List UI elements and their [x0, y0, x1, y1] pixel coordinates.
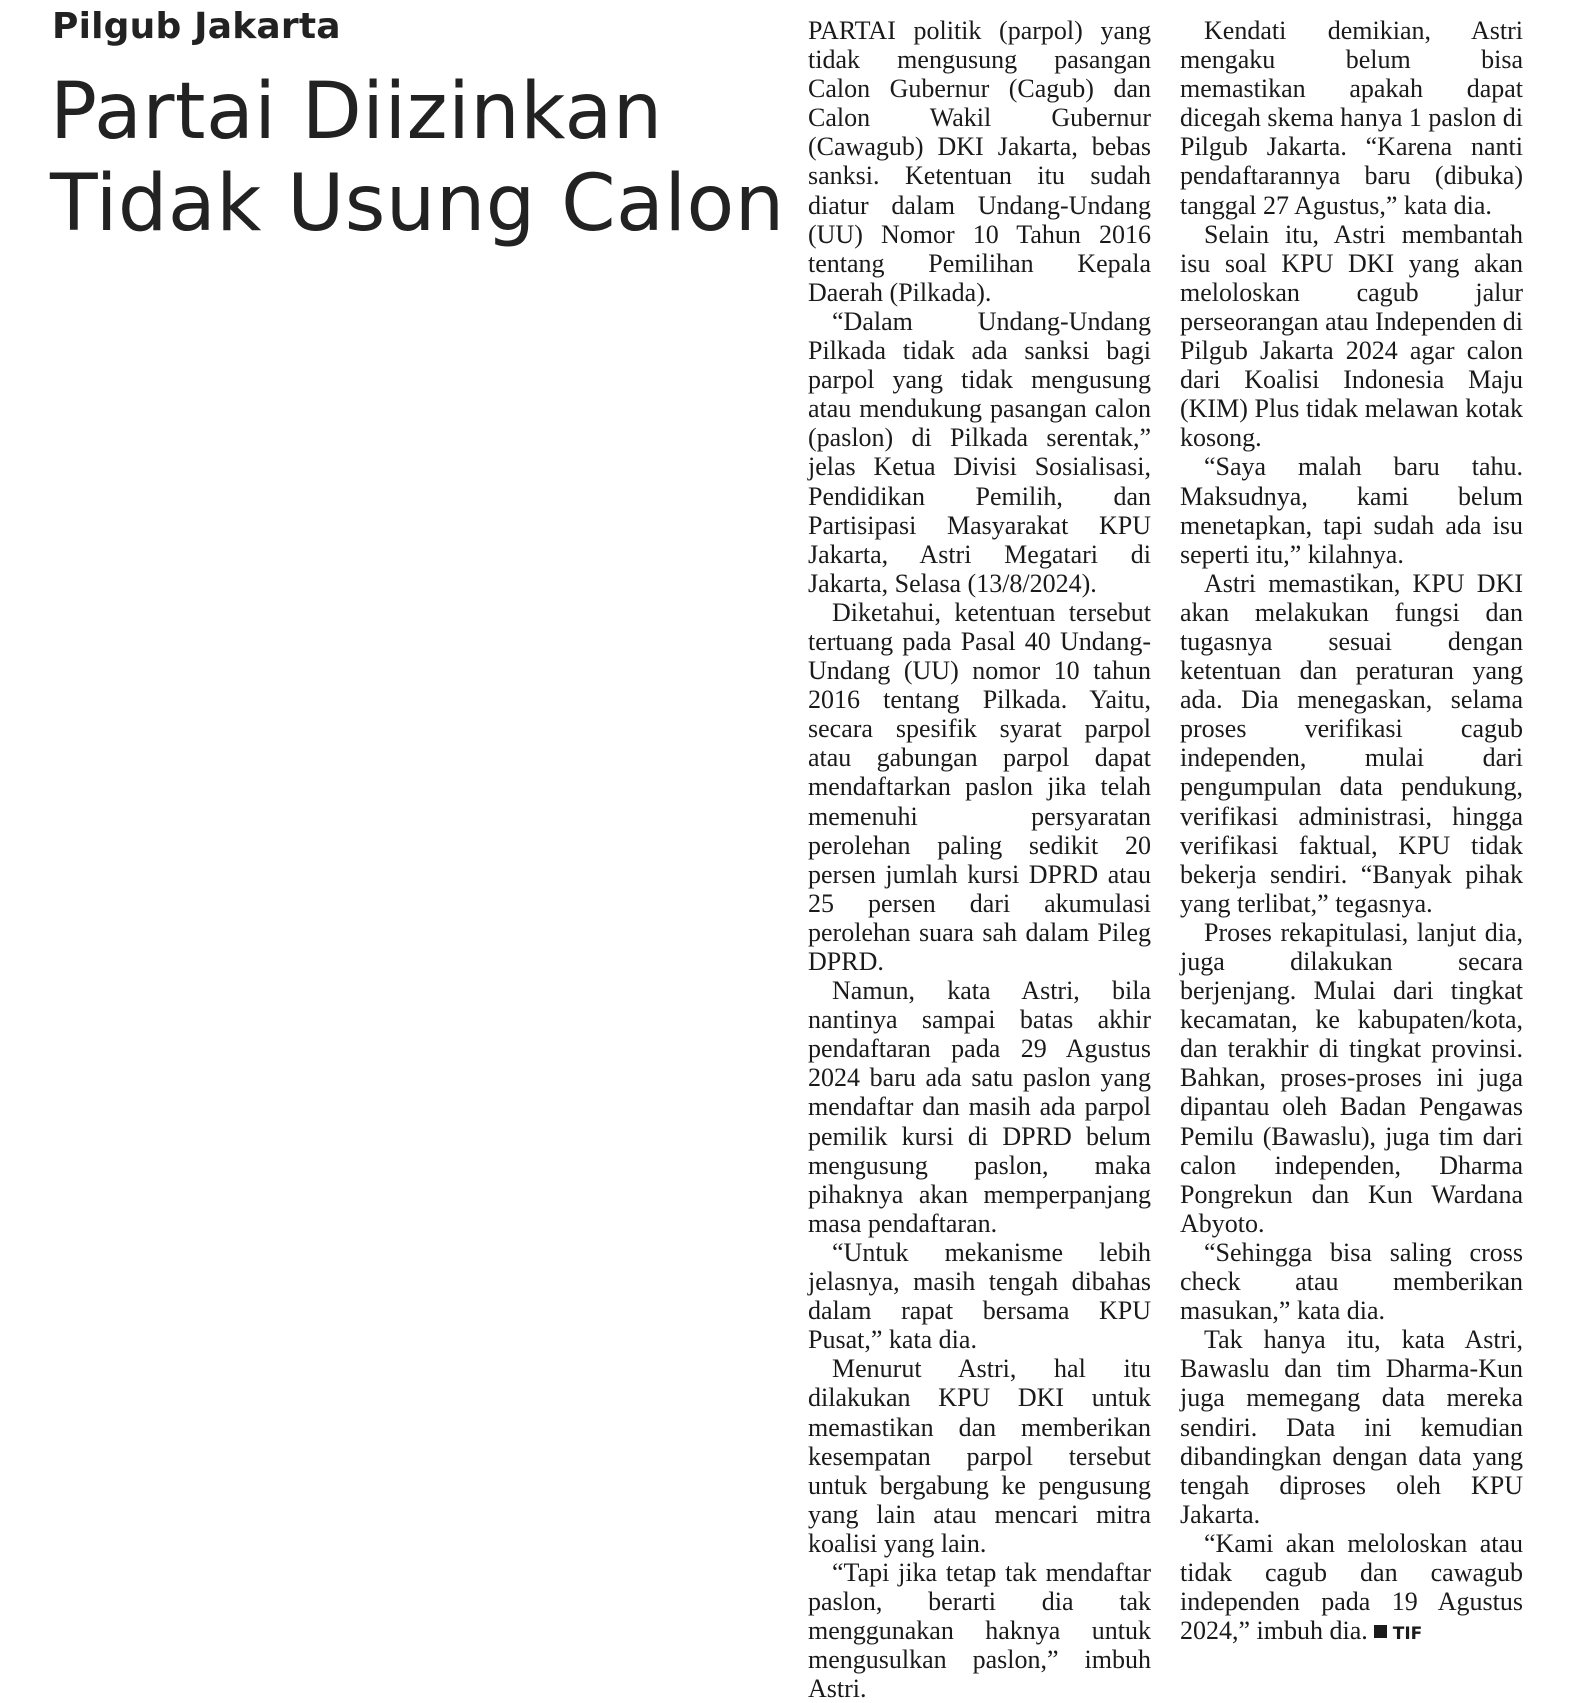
paragraph: Astri memastikan, KPU DKI akan melakukan fungsi dan tugasnya sesuai dengan ketentuan dan peraturan yang ada. Dia menegaskan, selama proses verifikasi cagub independen, mulai dari pengumpulan data pendukung, verifikasi administrasi, hingga verifikasi faktual, KPU tidak bekerja sendiri. “Banyak pihak yang terlibat,” tegasnya.: [1180, 568, 1523, 918]
paragraph: “Sehingga bisa saling cross check atau memberikan masukan,” kata dia.: [1180, 1237, 1523, 1326]
final-paragraph-text: “Kami akan meloloskan atau tidak cagub dan cawagub independen pada 19 Agustus 2024,” imbuh dia.: [1180, 1528, 1523, 1646]
paragraph: “Tapi jika tetap tak mendaftar paslon, berarti dia tak menggunakan haknya untuk mengusulkan paslon,” imbuh Astri.: [808, 1557, 1151, 1703]
article-headline: [50, 66, 785, 250]
headline-line-1: Partai Diizinkan: [50, 67, 663, 157]
paragraph: Tak hanya itu, kata Astri, Bawaslu dan tim Dharma-Kun juga memegang data mereka sendiri. Data ini kemudian dibandingkan dengan data yang tengah diproses oleh KPU Jakarta.: [1180, 1325, 1523, 1529]
paragraph: Selain itu, Astri membantah isu soal KPU DKI yang akan meloloskan cagub jalur perseorangan atau Independen di Pilgub Jakarta 2024 agar calon dari Koalisi Indonesia Maju (KIM) Plus tidak melawan kotak kosong.: [1180, 219, 1523, 453]
paragraph: Diketahui, ketentuan tersebut tertuang pada Pasal 40 Undang-Undang (UU) nomor 10 tahun 2016 tentang Pilkada. Yaitu, secara spesifik syarat parpol atau gabungan parpol dapat mendaftarkan paslon jika telah memenuhi persyaratan perolehan paling sedikit 20 persen jumlah kursi DPRD atau 25 persen dari akumulasi perolehan suara sah dalam Pileg DPRD.: [808, 597, 1151, 976]
article-column-2: [1180, 16, 1523, 1649]
paragraph: Proses rekapitulasi, lanjut dia, juga dilakukan secara berjenjang. Mulai dari tingkat kecamatan, ke kabupaten/kota, dan terakhir di tingkat provinsi. Bahkan, proses-proses ini juga dipantau oleh Badan Pengawas Pemilu (Bawaslu), juga tim dari calon independen, Dharma Pongrekun dan Kun Wardana Abyoto.: [1180, 917, 1523, 1238]
author-byline: TIF: [1392, 1624, 1423, 1645]
paragraph: Menurut Astri, hal itu dilakukan KPU DKI untuk memastikan dan memberikan kesempatan parpol tersebut untuk bergabung ke pengusung yang lain atau mencari mitra koalisi yang lain.: [808, 1354, 1151, 1558]
paragraph: Kendati demikian, Astri mengaku belum bisa memastikan apakah dapat dicegah skema hanya 1 paslon di Pilgub Jakarta. “Karena nanti pendaftarannya baru (dibuka) tanggal 27 Agustus,” kata dia.: [1180, 16, 1523, 220]
article-kicker: Pilgub Jakarta: [52, 6, 341, 47]
paragraph-final: [1180, 1529, 1523, 1649]
end-mark-square-icon: [1374, 1625, 1387, 1638]
paragraph: “Saya malah baru tahu. Maksudnya, kami belum menetapkan, tapi sudah ada isu seperti itu,” kilahnya.: [1180, 452, 1523, 569]
paragraph: “Untuk mekanisme lebih jelasnya, masih tengah dibahas dalam rapat bersama KPU Pusat,” kata dia.: [808, 1237, 1151, 1355]
paragraph: “Dalam Undang-Undang Pilkada tidak ada sanksi bagi parpol yang tidak mengusung atau mendukung pasangan calon (paslon) di Pilkada serentak,” jelas Ketua Divisi Sosialisasi, Pendidikan Pemilih, dan Partisipasi Masyarakat KPU Jakarta, Astri Megatari di Jakarta, Selasa (13/8/2024).: [808, 306, 1151, 598]
paragraph: Namun, kata Astri, bila nantinya sampai batas akhir pendaftaran pada 29 Agustus 2024 baru ada satu paslon yang mendaftar dan masih ada parpol pemilik kursi di DPRD belum mengusung paslon, maka pihaknya akan memperpanjang masa pendaftaran.: [808, 976, 1151, 1238]
article-column-1: [808, 16, 1151, 1703]
paragraph: PARTAI politik (parpol) yang tidak mengusung pasangan Calon Gubernur (Cagub) dan Calon Wakil Gubernur (Cawagub) DKI Jakarta, bebas sanksi. Ketentuan itu sudah diatur dalam Undang-Undang (UU) Nomor 10 Tahun 2016 tentang Pemilihan Kepala Daerah (Pilkada).: [808, 16, 1151, 307]
headline-line-2: Tidak Usung Calon: [50, 159, 785, 249]
